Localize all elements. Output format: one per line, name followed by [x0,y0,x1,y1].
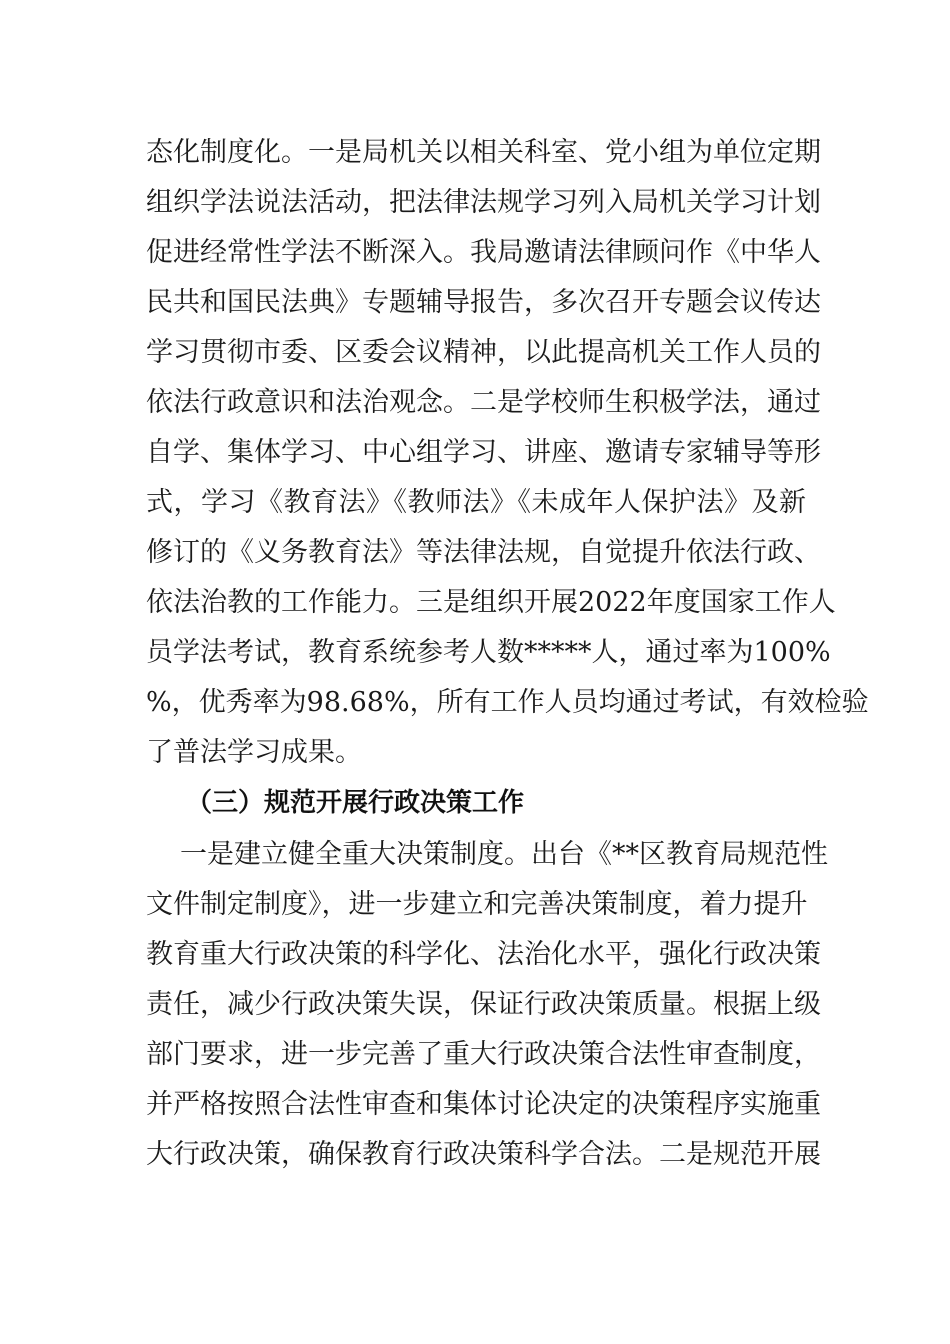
paragraph-line: 大行政决策，确保教育行政决策科学合法。二是规范开展 [146,1139,821,1170]
paragraph-line: 式，学习《教育法》《教师法》《未成年人保护法》及新 [146,487,806,518]
paragraph-line: 教育重大行政决策的科学化、法治化水平，强化行政决策 [146,939,821,970]
paragraph-line: 修订的《义务教育法》等法律法规，自觉提升依法行政、 [146,537,821,568]
paragraph-line: 态化制度化。一是局机关以相关科室、党小组为单位定期 [146,137,821,168]
paragraph-line: 依法行政意识和法治观念。二是学校师生积极学法，通过 [146,387,821,418]
paragraph-line: 依法治教的工作能力。三是组织开展2022年度国家工作人 [146,587,836,618]
paragraph-line: 并严格按照合法性审查和集体讨论决定的决策程序实施重 [146,1089,821,1120]
paragraph-line: 民共和国民法典》专题辅导报告，多次召开专题会议传达 [146,287,821,318]
paragraph-line: 促进经常性学法不断深入。我局邀请法律顾问作《中华人 [146,237,821,268]
paragraph-line: 一是建立健全重大决策制度。出台《**区教育局规范性 [180,839,828,870]
paragraph-line: 文件制定制度》，进一步建立和完善决策制度，着力提升 [146,889,808,920]
paragraph-line: 员学法考试，教育系统参考人数*****人，通过率为100% [146,637,831,668]
paragraph-line: 了普法学习成果。 [146,737,362,768]
paragraph-line: %，优秀率为98.68%，所有工作人员均通过考试，有效检验 [146,687,869,718]
paragraph-line: 责任，减少行政决策失误，保证行政决策质量。根据上级 [146,989,821,1020]
paragraph-line: 部门要求，进一步完善了重大行政决策合法性审查制度， [146,1039,821,1070]
paragraph-line: 学习贯彻市委、区委会议精神，以此提高机关工作人员的 [146,337,821,368]
paragraph-line: 自学、集体学习、中心组学习、讲座、邀请专家辅导等形 [146,437,821,468]
section-heading: （三）规范开展行政决策工作 [186,788,525,818]
paragraph-line: 组织学法说法活动，把法律法规学习列入局机关学习计划 [146,187,821,218]
